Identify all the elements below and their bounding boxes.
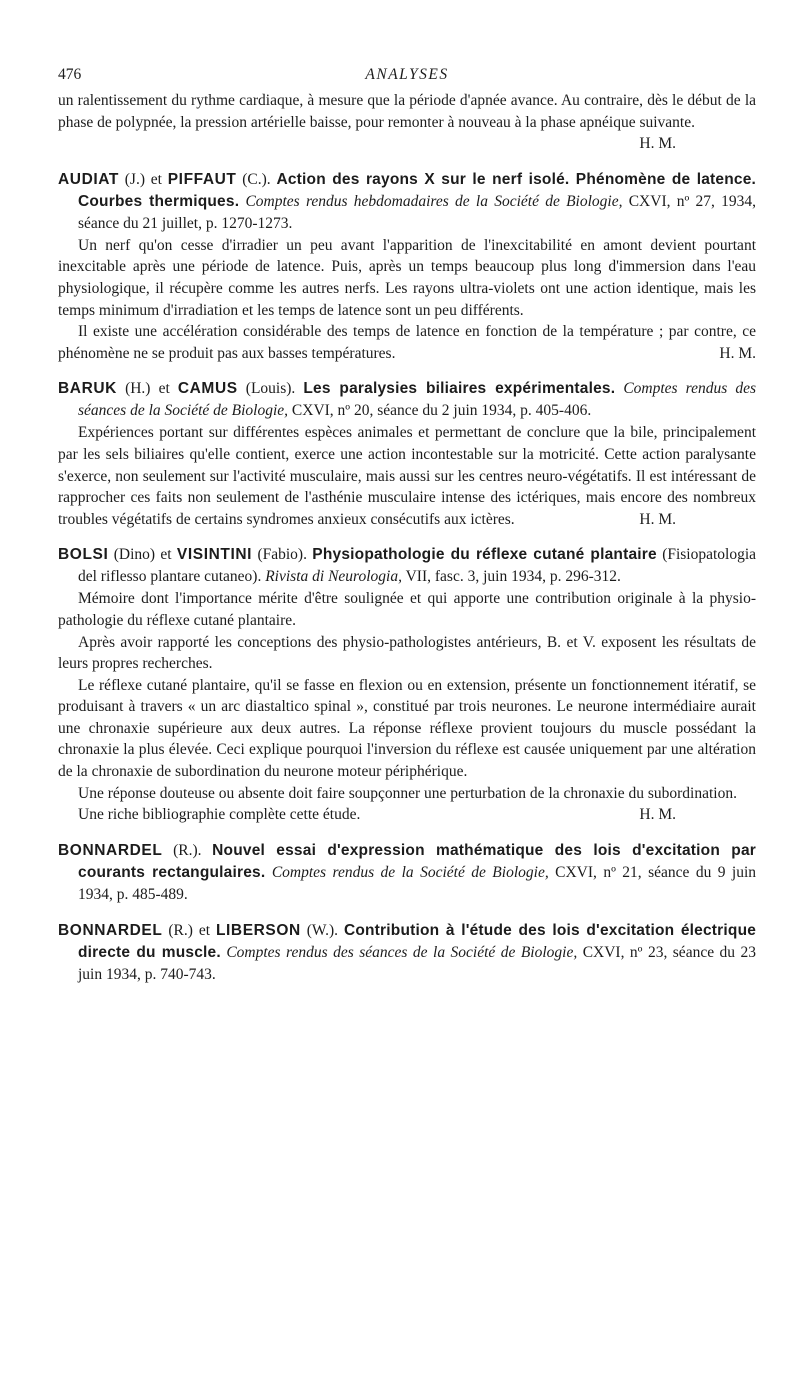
entry-bonnardel-liberson <box>58 920 756 986</box>
signature: H. M. <box>639 135 676 153</box>
running-title: ANALYSES <box>365 66 449 83</box>
citation: AUDIAT (J.) et PIFFAUT (C.). Action des rayons X sur le nerf isolé. Phénomène de latence. Courbes thermiques. Comptes rendus hebdomadaires de la Société de Biologie, CXVI, nº 27, 1934, séance du 21 juillet, p. 1270-1273. <box>58 170 757 232</box>
article-title: Contribution à l'étude des lois d'excitation électrique directe du muscle. <box>78 921 757 961</box>
journal-source: Comptes rendus des séances de la Société de Biologie, <box>226 943 578 961</box>
page-body <box>58 90 756 986</box>
article-subtitle: (Fisiopatologia del riflesso plantare cutaneo). <box>78 546 757 586</box>
abstract-paragraph: Mémoire dont l'importance mérite d'être soulignée et qui apporte une contribution originale à la physio-pathologie du réflexe cutané plantaire. <box>58 590 756 629</box>
page-header <box>58 66 756 90</box>
citation-details: CXVI, nº 20, séance du 2 juin 1934, p. 405-406. <box>291 402 592 420</box>
article-title: Nouvel essai d'expression mathématique des lois d'excitation par courants rectangulaires. <box>78 841 756 881</box>
abstract-paragraph: Après avoir rapporté les conceptions des physio-pathologistes antérieurs, B. et V. exposent les résultats de leurs propres recherches. <box>58 633 756 673</box>
citation: BONNARDEL (R.). Nouvel essai d'expression mathématique des lois d'excitation par courants rectangulaires. Comptes rendus de la Société de Biologie, CXVI, nº 21, séance du 9 juin 1934, p. 485-489. <box>58 841 757 903</box>
journal-source: Comptes rendus de la Société de Biologie, <box>271 863 549 881</box>
signature: H. M. <box>639 510 676 528</box>
citation-details: CXVI, nº 23, séance du 23 juin 1934, p. 740-743. <box>78 943 757 983</box>
entry-audiat-piffaut <box>58 169 756 365</box>
article-title: Les paralysies biliaires expérimentales. <box>303 380 616 398</box>
abstract-paragraph: Un nerf qu'on cesse d'irradier un peu avant l'apparition de l'inexcitabilité en amont devient pourtant inexcitable après une période de latence. Puis, après un temps beaucoup plus long d'immersion dans l'eau physiologique, il récupère comme les autres nerfs. Les rayons ultra-violets ont une action identique, mais les temps minimum d'irradiation et les temps de latence sont un peu différents. <box>58 236 756 319</box>
entry-bonnardel <box>58 840 756 906</box>
entry-bolsi-visintini <box>58 544 756 826</box>
abstract-paragraph: Expériences portant sur différentes espèces animales et permettant de conclure que la bile, principalement par les sels biliaires qu'elle contient, exerce une action incontestable sur la motricité. Cette action paralysante s'exerce, non seulement sur l'activité musculaire, mais aussi sur les centres neuro-végétatifs. Il est intéressant de rapprocher ces faits non seulement de l'asthénie musculaire intense des ictériques, mais encore des nombreux troubles végétatifs de certains syndromes anxieux consécutifs aux ictères. H. M. <box>58 422 756 530</box>
entry-baruk-camus <box>58 378 756 530</box>
article-title: Physiopathologie du réflexe cutané plantaire <box>312 546 657 564</box>
citation: BOLSI (Dino) et VISINTINI (Fabio). Physiopathologie du réflexe cutané plantaire (Fisiopatologia del riflesso plantare cutaneo). Rivista di Neurologia, VII, fasc. 3, juin 1934, p. 296-312. <box>58 546 757 586</box>
signature: H. M. <box>719 344 756 362</box>
page-number: 476 <box>58 66 82 83</box>
journal-source: Comptes rendus hebdomadaires de la Société de Biologie, <box>245 192 623 210</box>
signature: H. M. <box>639 806 676 824</box>
citation: BONNARDEL (R.) et LIBERSON (W.). Contribution à l'étude des lois d'excitation électrique directe du muscle. Comptes rendus des séances de la Société de Biologie, CXVI, nº 23, séance du 23 juin 1934, p. 740-743. <box>58 921 757 983</box>
abstract-paragraph: Le réflexe cutané plantaire, qu'il se fasse en flexion ou en extension, présente un fonctionnement itératif, se produisant à travers « un arc diastaltico spinal », constitué par trois neurones. Le neurone intermédiaire aurait une chronaxie supérieure aux deux autres. La réponse réflexe provient toujours du muscle possédant la chronaxie la plus élevée. Ceci explique pourquoi l'inversion du réflexe est causée uniquement par une altération de la chronaxie de subordination du neurone moteur périphérique. <box>58 676 756 781</box>
journal-source: Comptes rendus des séances de la Société de Biologie, <box>78 380 757 420</box>
abstract-paragraph: Une riche bibliographie complète cette étude. H. M. <box>58 804 756 826</box>
citation-details: VII, fasc. 3, juin 1934, p. 296-312. <box>405 568 621 586</box>
citation-details: CXVI, nº 21, séance du 9 juin 1934, p. 485-489. <box>78 863 757 903</box>
article-title: Action des rayons X sur le nerf isolé. Phénomène de latence. Courbes thermiques. <box>78 170 757 210</box>
journal-source: Rivista di Neurologia, <box>265 568 402 586</box>
abstract-paragraph: Une réponse douteuse ou absente doit faire soupçonner une perturbation de la chronaxie du subordination. <box>78 784 737 802</box>
abstract-paragraph: Il existe une accélération considérable des temps de latence en fonction de la température ; par contre, ce phénomène ne se produit pas aux basses températures. H. M. <box>58 321 756 364</box>
citation-details: CXVI, nº 27, 1934, séance du 21 juillet, p. 1270-1273. <box>78 192 757 232</box>
citation: BARUK (H.) et CAMUS (Louis). Les paralysies biliaires expérimentales. Comptes rendus des séances de la Société de Biologie, CXVI, nº 20, séance du 2 juin 1934, p. 405-406. <box>58 380 757 420</box>
intro-paragraph: un ralentissement du rythme cardiaque, à mesure que la période d'apnée avance. Au contraire, dès le début de la phase de polypnée, la pression artérielle baisse, pour remonter à nouveau à la phase apnéique suivante. H. M. <box>58 90 756 155</box>
